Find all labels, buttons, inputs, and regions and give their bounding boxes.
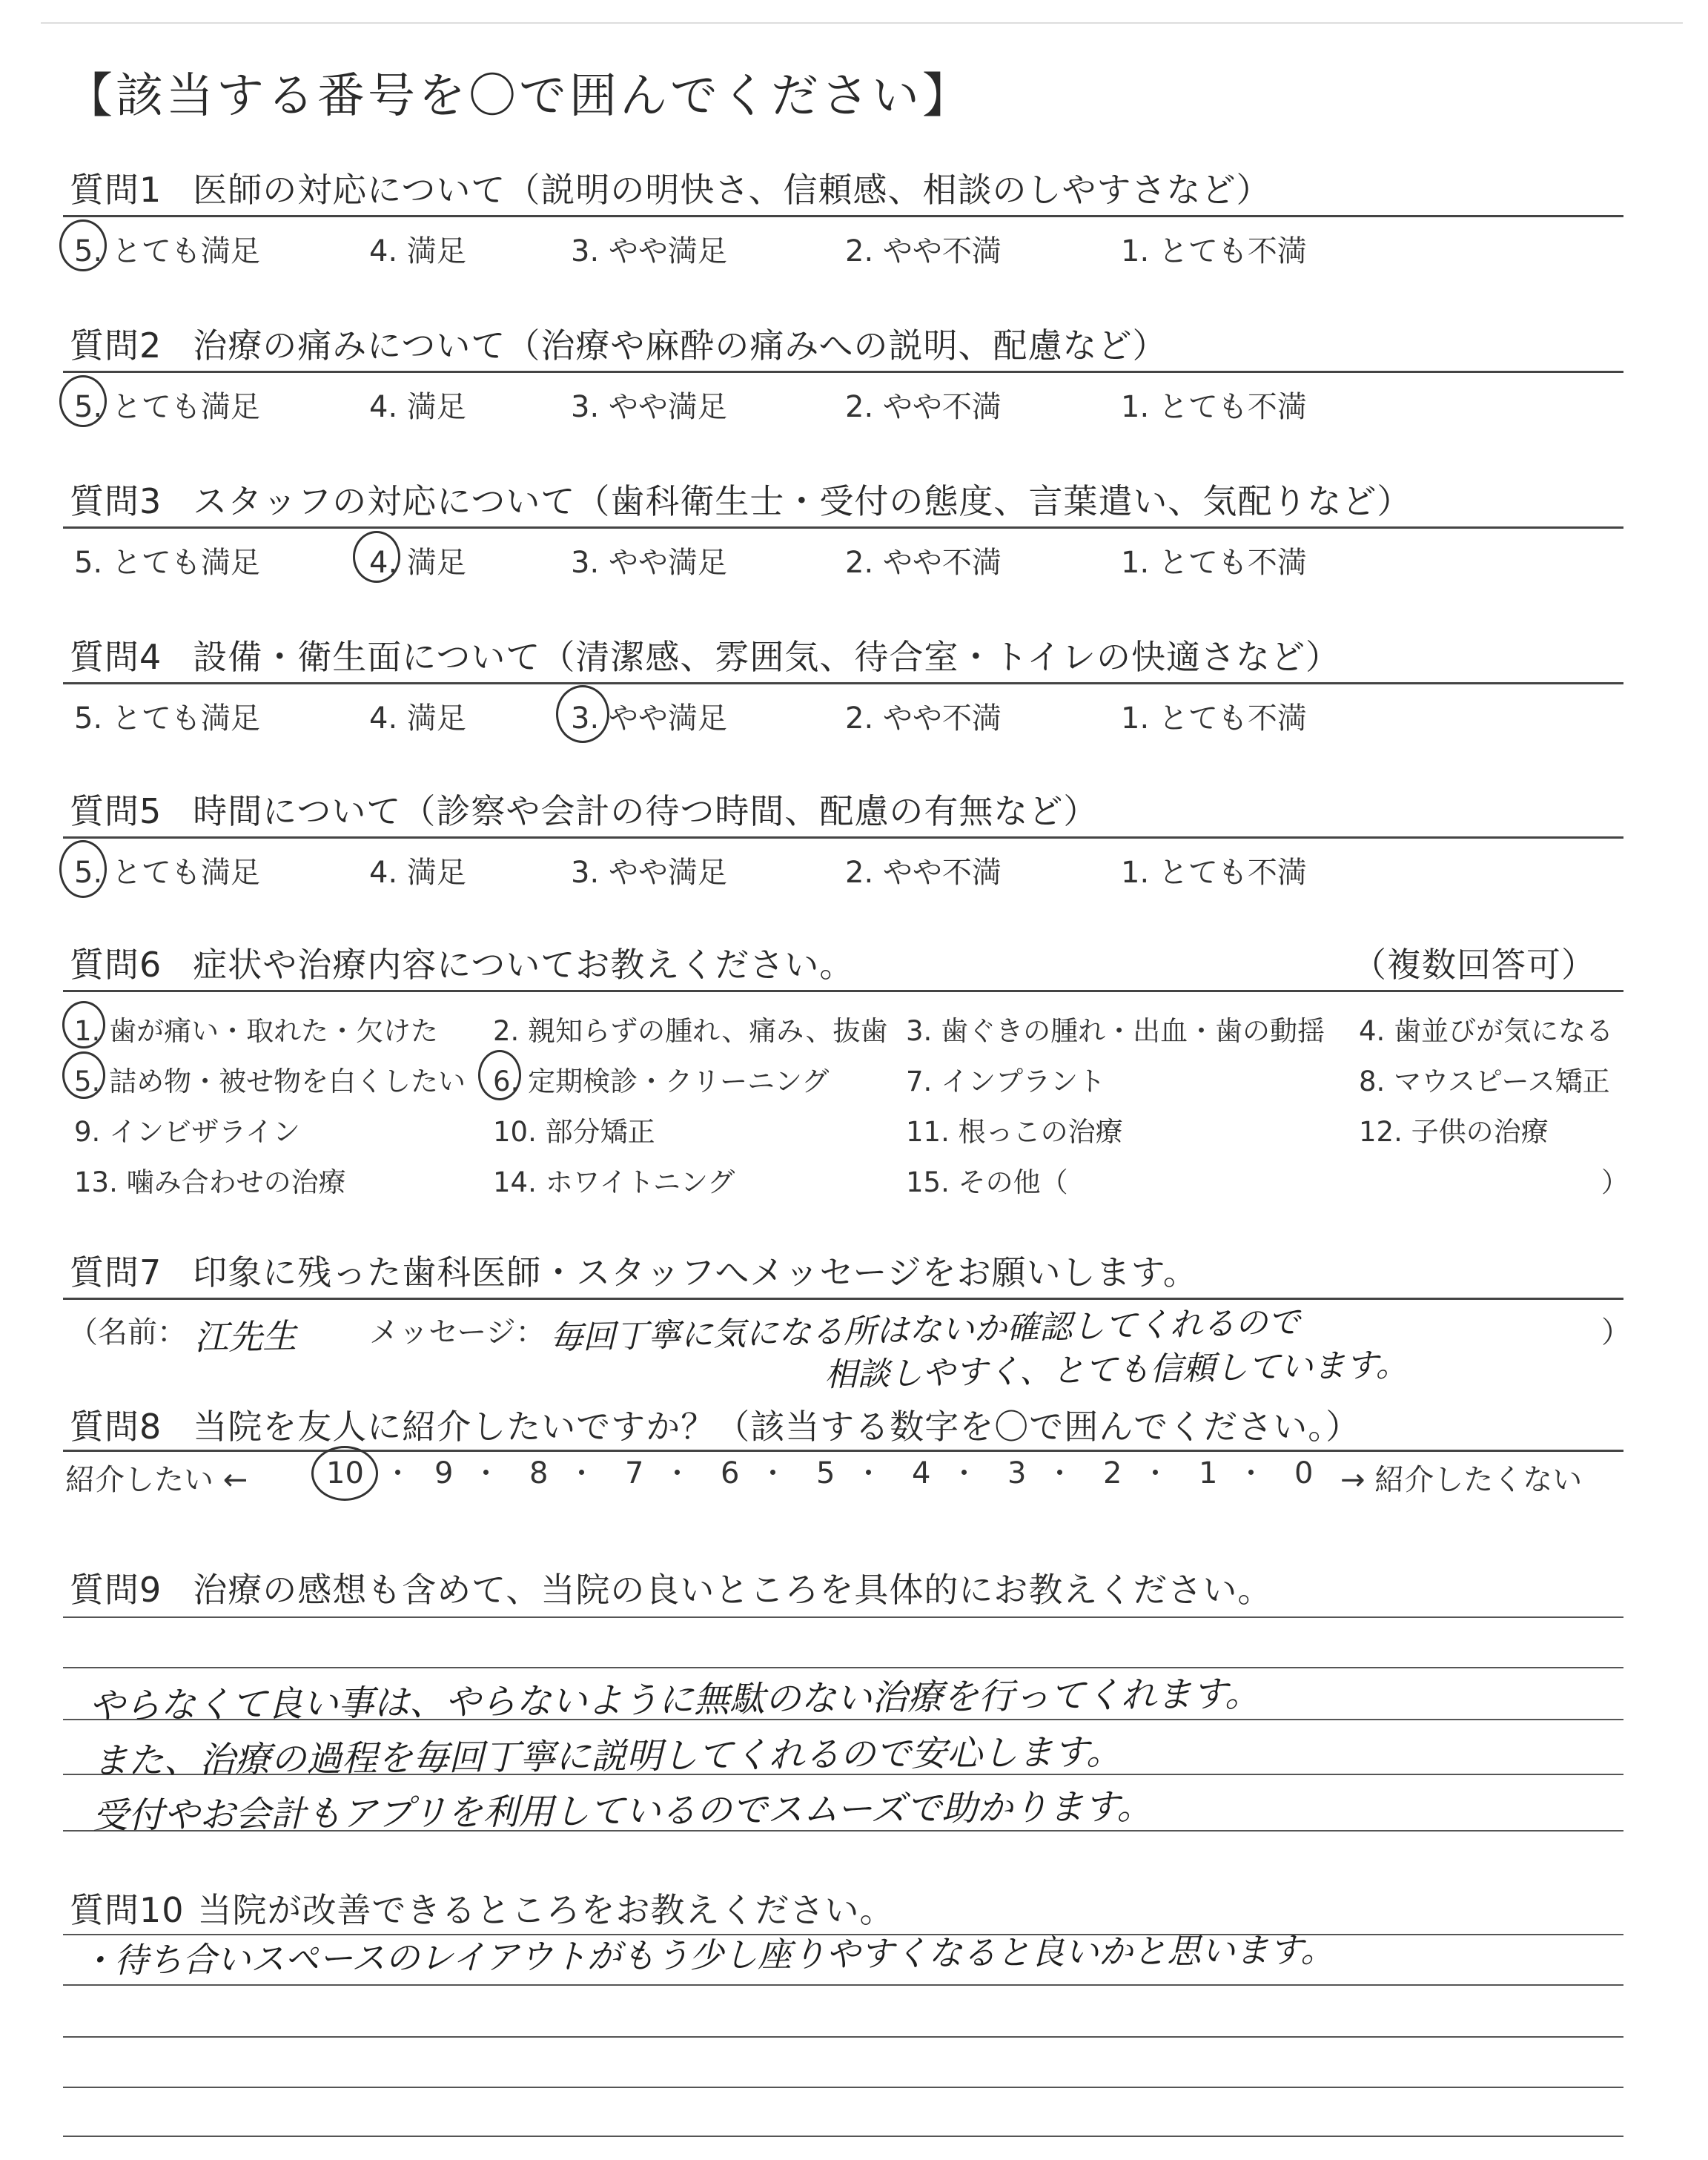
- q1-option-3[interactable]: 3. やや満足: [571, 234, 727, 268]
- q7-name-value[interactable]: 江先生: [193, 1315, 297, 1358]
- q8-scale-separator: [1057, 1470, 1062, 1475]
- q3-option-1[interactable]: 1. とても不満: [1121, 546, 1307, 580]
- q8-scale-5[interactable]: 5: [816, 1456, 835, 1490]
- q8-scale-7[interactable]: 7: [625, 1456, 644, 1490]
- q6-option-14[interactable]: 14. ホワイトニング: [493, 1166, 735, 1198]
- q5-option-3[interactable]: 3. やや満足: [571, 856, 727, 890]
- q9-heading: [70, 1563, 1272, 1612]
- q4-title: 設備・衛生面について（清潔感、雰囲気、待合室・トイレの快適さなど）: [193, 637, 1341, 677]
- q8-scale-9[interactable]: 9: [434, 1456, 454, 1490]
- q3-option-3[interactable]: 3. やや満足: [571, 546, 727, 580]
- q4-option-4[interactable]: 4. 満足: [369, 701, 466, 736]
- q6-option-13[interactable]: 13. 噛み合わせの治療: [74, 1166, 346, 1198]
- q1-number: 質問1: [70, 170, 162, 210]
- q8-scale-8[interactable]: 8: [529, 1456, 549, 1490]
- q8-scale-separator: [675, 1470, 680, 1475]
- q5-option-2[interactable]: 2. やや不満: [845, 856, 1002, 890]
- q6-option-10[interactable]: 10. 部分矯正: [493, 1116, 655, 1148]
- q7-name-label: （名前：: [68, 1315, 187, 1350]
- q7-close: ）: [1601, 1315, 1631, 1350]
- q2-option-5[interactable]: 5. とても満足: [74, 390, 260, 424]
- q8-scale-3[interactable]: 3: [1007, 1456, 1027, 1490]
- q9-answer-line-2[interactable]: また、治療の過程を毎回丁寧に説明してくれるので安心します。: [92, 1731, 1122, 1782]
- q1-selection-circle: [59, 219, 107, 271]
- q5-option-5[interactable]: 5. とても満足: [74, 856, 260, 890]
- q7-message-label: メッセージ：: [369, 1315, 546, 1350]
- q8-selection-circle: [311, 1446, 378, 1501]
- q1-option-4[interactable]: 4. 満足: [369, 234, 466, 268]
- q8-scale-2[interactable]: 2: [1103, 1456, 1122, 1490]
- q4-option-5[interactable]: 5. とても満足: [74, 701, 260, 736]
- q3-rule: [63, 526, 1623, 529]
- q5-heading: [70, 785, 1098, 833]
- q6-option-7[interactable]: 7. インプラント: [906, 1066, 1106, 1097]
- q1-option-5[interactable]: 5. とても満足: [74, 234, 260, 268]
- q6-selection-circle-5: [62, 1051, 105, 1099]
- q4-heading: [70, 630, 1340, 679]
- q8-left-label: 紹介したい ←: [65, 1463, 248, 1497]
- q8-scale-separator: [1153, 1470, 1158, 1475]
- q8-rule: [63, 1450, 1623, 1452]
- q6-heading: [70, 938, 1596, 987]
- page-top-border: [41, 22, 1683, 24]
- q1-heading: [70, 163, 1271, 212]
- q6-option-12[interactable]: 12. 子供の治療: [1359, 1116, 1549, 1148]
- q2-option-1[interactable]: 1. とても不満: [1121, 390, 1307, 424]
- q6-option-11[interactable]: 11. 根っこの治療: [906, 1116, 1123, 1148]
- q8-right-label: → 紹介したくない: [1340, 1463, 1583, 1497]
- q1-option-1[interactable]: 1. とても不満: [1121, 234, 1307, 268]
- q3-number: 質問3: [70, 481, 162, 521]
- q3-selection-circle: [353, 531, 400, 583]
- q6-option-2[interactable]: 2. 親知らずの腫れ、痛み、抜歯: [493, 1015, 888, 1047]
- q6-note: （複数回答可）: [1352, 945, 1596, 985]
- q6-option-9[interactable]: 9. インビザライン: [74, 1116, 300, 1148]
- q7-message-line-1[interactable]: 毎回丁寧に気になる所はないか確認してくれるので: [549, 1303, 1301, 1357]
- q9-answer-line-3[interactable]: 受付やお会計もアプリを利用しているのでスムーズで助かります。: [92, 1786, 1153, 1837]
- q10-title: 当院が改善できるところをお教えください。: [197, 1890, 895, 1930]
- q9-line: [63, 1616, 1623, 1618]
- q6-option-1[interactable]: 1. 歯が痛い・取れた・欠けた: [74, 1015, 439, 1047]
- q8-scale-4[interactable]: 4: [912, 1456, 931, 1490]
- q5-option-1[interactable]: 1. とても不満: [1121, 856, 1307, 890]
- q1-title: 医師の対応について（説明の明快さ、信頼感、相談のしやすさなど）: [193, 170, 1271, 210]
- q10-heading: [70, 1883, 895, 1932]
- q1-rule: [63, 215, 1623, 217]
- q3-option-5[interactable]: 5. とても満足: [74, 546, 260, 580]
- q9-line: [63, 1667, 1623, 1668]
- q2-rule: [63, 371, 1623, 373]
- q10-number: 質問10: [70, 1890, 185, 1930]
- q9-title: 治療の感想も含めて、当院の良いところを具体的にお教えください。: [193, 1570, 1273, 1610]
- q8-title: 当院を友人に紹介したいですか？（該当する数字を〇で囲んでください。）: [193, 1407, 1361, 1447]
- q4-option-3[interactable]: 3. やや満足: [571, 701, 727, 736]
- q10-line: [63, 2136, 1623, 2137]
- q9-answer-line-1[interactable]: やらなくて良い事は、やらないように無駄のない治療を行ってくれます。: [88, 1673, 1261, 1727]
- q4-option-1[interactable]: 1. とても不満: [1121, 701, 1307, 736]
- q4-selection-circle: [556, 685, 609, 743]
- q3-option-4[interactable]: 4. 満足: [369, 546, 466, 580]
- q8-scale-separator: [483, 1470, 489, 1475]
- q6-rule: [63, 990, 1623, 992]
- q5-selection-circle: [59, 840, 107, 898]
- q7-heading: [70, 1246, 1198, 1295]
- q2-selection-circle: [59, 375, 107, 427]
- q8-scale-0[interactable]: 0: [1294, 1456, 1314, 1490]
- q10-answer-line-1[interactable]: ・待ち合いスペースのレイアウトがもう少し座りやすくなると良いかと思います。: [79, 1929, 1335, 1981]
- q8-scale-separator: [1248, 1470, 1254, 1475]
- q8-scale-separator: [395, 1470, 400, 1475]
- q7-rule: [63, 1298, 1623, 1300]
- q6-option-3[interactable]: 3. 歯ぐきの腫れ・出血・歯の動揺: [906, 1015, 1325, 1047]
- q2-title: 治療の痛みについて（治療や麻酔の痛みへの説明、配慮など）: [193, 326, 1168, 366]
- q10-line: [63, 1984, 1623, 1986]
- q8-scale-separator: [579, 1470, 584, 1475]
- q6-selection-circle-6: [478, 1050, 521, 1100]
- q10-line: [63, 2036, 1623, 2038]
- q8-scale-10[interactable]: 10: [326, 1456, 364, 1490]
- q8-scale-6[interactable]: 6: [721, 1456, 740, 1490]
- q6-title: 症状や治療内容についてお教えください。: [193, 945, 855, 985]
- q6-option-15-close: ）: [1601, 1166, 1629, 1198]
- q7-number: 質問7: [70, 1252, 162, 1292]
- q6-number: 質問6: [70, 945, 162, 985]
- q2-option-2[interactable]: 2. やや不満: [845, 390, 1002, 424]
- q8-scale-separator: [770, 1470, 775, 1475]
- q3-option-2[interactable]: 2. やや不満: [845, 546, 1002, 580]
- q8-scale-separator: [866, 1470, 871, 1475]
- q2-number: 質問2: [70, 326, 162, 366]
- q8-heading: [70, 1400, 1360, 1449]
- q8-scale-separator: [961, 1470, 967, 1475]
- q8-number: 質問8: [70, 1407, 162, 1447]
- q6-option-15[interactable]: 15. その他（: [906, 1166, 1068, 1198]
- q6-option-4[interactable]: 4. 歯並びが気になる: [1359, 1015, 1614, 1047]
- q6-option-6[interactable]: 6. 定期検診・クリーニング: [493, 1066, 830, 1097]
- q8-scale-1[interactable]: 1: [1199, 1456, 1218, 1490]
- q5-title: 時間について（診察や会計の待つ時間、配慮の有無など）: [193, 791, 1099, 831]
- q10-line: [63, 2087, 1623, 2088]
- q6-selection-circle-1: [62, 1001, 105, 1048]
- q9-number: 質問9: [70, 1570, 162, 1610]
- q4-rule: [63, 682, 1623, 684]
- q4-option-2[interactable]: 2. やや不満: [845, 701, 1002, 736]
- q7-message-line-2[interactable]: 相談しやすく、とても信頼しています。: [824, 1346, 1409, 1394]
- q5-rule: [63, 836, 1623, 839]
- q3-heading: [70, 475, 1411, 524]
- q2-option-3[interactable]: 3. やや満足: [571, 390, 727, 424]
- q1-option-2[interactable]: 2. やや不満: [845, 234, 1002, 268]
- q6-option-5[interactable]: 5. 詰め物・被せ物を白くしたい: [74, 1066, 466, 1097]
- q5-number: 質問5: [70, 791, 162, 831]
- q3-title: スタッフの対応について（歯科衛生士・受付の態度、言葉遣い、気配りなど）: [193, 481, 1412, 521]
- q5-option-4[interactable]: 4. 満足: [369, 856, 466, 890]
- q2-option-4[interactable]: 4. 満足: [369, 390, 466, 424]
- q4-number: 質問4: [70, 637, 162, 677]
- q7-title: 印象に残った歯科医師・スタッフへメッセージをお願いします。: [193, 1252, 1198, 1292]
- survey-heading: 【該当する番号を〇で囲んでください】: [65, 69, 973, 124]
- q2-heading: [70, 319, 1167, 368]
- q6-option-8[interactable]: 8. マウスピース矯正: [1359, 1066, 1610, 1097]
